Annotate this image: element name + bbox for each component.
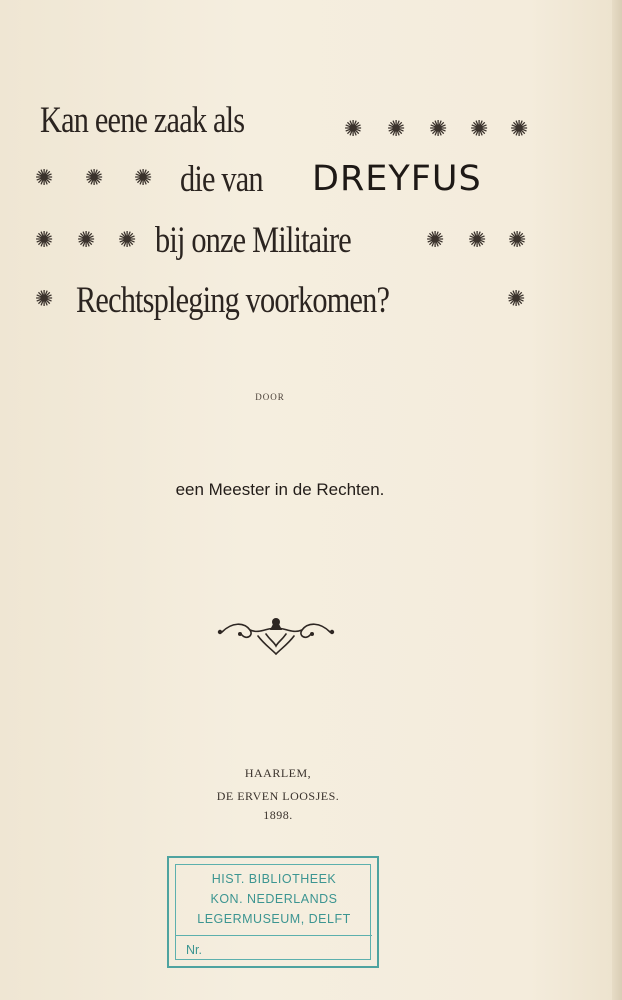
- library-stamp: [167, 856, 379, 968]
- title-dreyfus: DREYFUS: [312, 159, 482, 199]
- stamp-line-3: LEGERMUSEUM, DELFT: [197, 912, 351, 926]
- imprint-place: HAARLEM,: [244, 766, 312, 780]
- stamp-divider: [176, 935, 372, 936]
- asterisk-icon: ✺: [426, 228, 445, 253]
- title-line-4: [0, 282, 622, 342]
- asterisk-icon: ✺: [387, 117, 406, 142]
- library-stamp-inner: [175, 864, 371, 960]
- asterisk-icon: ✺: [134, 166, 153, 191]
- asterisk-icon: ✺: [468, 228, 487, 253]
- asterisk-icon: ✺: [35, 166, 54, 191]
- stamp-number-label: Nr.: [186, 943, 202, 957]
- asterisk-icon: ✺: [344, 117, 363, 142]
- asterisk-icon: ✺: [470, 117, 489, 142]
- title-line-3-text: bij onze Militaire: [155, 220, 351, 261]
- asterisk-icon: ✺: [35, 287, 54, 312]
- scroll-flourish-icon: [214, 610, 338, 658]
- asterisk-icon: ✺: [85, 166, 104, 191]
- author-line: een Meester in de Rechten.: [175, 480, 385, 499]
- asterisk-icon: ✺: [35, 228, 54, 253]
- title-line-3: [0, 222, 622, 282]
- stamp-line-2: KON. NEDERLANDS: [210, 892, 338, 906]
- title-line-2-text: die van: [180, 159, 263, 200]
- imprint-year: 1898.: [263, 808, 293, 822]
- title-line-1-text: Kan eene zaak als: [40, 100, 245, 141]
- asterisk-icon: ✺: [118, 228, 137, 253]
- asterisk-icon: ✺: [429, 117, 448, 142]
- asterisk-icon: ✺: [508, 228, 527, 253]
- title-line-2: [0, 159, 622, 219]
- title-line-1: [0, 102, 622, 162]
- stamp-line-1: HIST. BIBLIOTHEEK: [211, 872, 337, 886]
- title-line-4-text: Rechtspleging voorkomen?: [76, 280, 390, 321]
- imprint-publisher: DE ERVEN LOOSJES.: [216, 789, 340, 803]
- asterisk-icon: ✺: [77, 228, 96, 253]
- door-label: DOOR: [255, 392, 285, 402]
- asterisk-icon: ✺: [510, 117, 529, 142]
- asterisk-icon: ✺: [507, 287, 526, 312]
